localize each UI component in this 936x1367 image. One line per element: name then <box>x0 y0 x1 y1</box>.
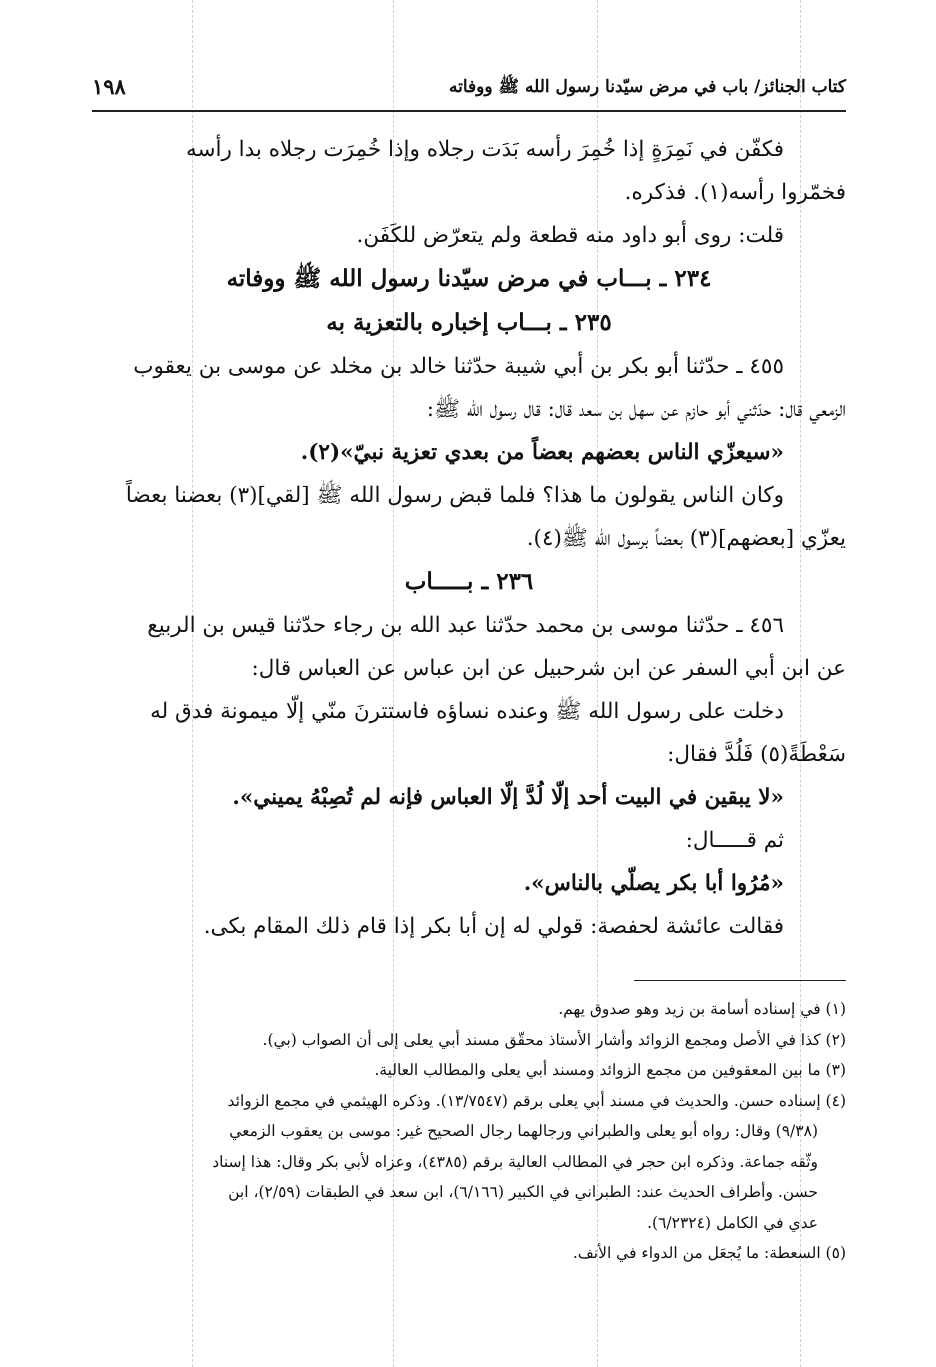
footnote-3: (٣) ما بين المعقوفين من مجمع الزوائد ومسند أبي يعلى والمطالب العالية. <box>374 1061 846 1079</box>
footnotes <box>92 994 846 1269</box>
hadith-455-quote: «سيعزّي الناس بعضهم بعضاً من بعدي تعزية نبيّ»(٢). <box>300 440 784 465</box>
chapter-heading-235: ٢٣٥ ـ بـــاب إخباره بالتعزية به <box>326 309 612 336</box>
hadith-456-quote: «لا يبقين في البيت أحد إلّا لُدَّ إلّا العباس فإنه لم تُصِبْهُ يميني». <box>232 785 784 810</box>
footnote-1: (١) في إسناده أسامة بن زيد وهو صدوق يهم. <box>558 1000 846 1018</box>
hadith-455-isnad: الزمعي قال: حدّثني أبو حازم عن سهل بن سعد قال: قال رسول الله ﷺ: <box>426 397 846 422</box>
text-line: وكان الناس يقولون ما هذا؟ فلما قبض رسول الله ﷺ [لقي](٣) بعضنا بعضاً <box>125 483 784 508</box>
page-number: ١٩٨ <box>92 74 126 99</box>
footnote-separator <box>634 980 846 981</box>
footnote-4: (٤) إسناده حسن. والحديث في مسند أبي يعلى برقم (١٣/٧٥٤٧). وذكره الهيثمي في مجمع الزوائد <box>227 1091 846 1110</box>
text-line: ثم قـــــال: <box>685 828 784 853</box>
footnote-4-cont: عدي في الكامل (٦/٢٣٢٤). <box>647 1213 818 1232</box>
text-line: دخلت على رسول الله ﷺ وعنده نساؤه فاستترنَ منّي إلّا ميمونة فدق له <box>150 699 784 724</box>
editor-note: قلت: روى أبو داود منه قطعة ولم يتعرّض للكَفَن. <box>356 223 784 248</box>
hadith-456-isnad: عن ابن أبي السفر عن ابن شرحبيل عن ابن عباس عن العباس قال: <box>251 656 846 681</box>
footnote-4-cont: (٩/٣٨) وقال: رواه أبو يعلى والطبراني ورجالهما رجال الصحيح غير: موسى بن يعقوب الزمعي <box>229 1122 818 1140</box>
running-title: كتاب الجنائز/ باب في مرض سيّدنا رسول الله ﷺ ووفاته <box>449 77 846 97</box>
footnote-4-cont: وثّقه جماعة. وذكره ابن حجر في المطالب العالية برقم (٤٣٨٥)، وعزاه لأبي بكر وقال: هذا إسناد <box>212 1152 818 1171</box>
chapter-heading-236: ٢٣٦ ـ بـــــاب <box>404 568 534 595</box>
main-text <box>92 128 846 948</box>
footnote-2: (٢) كذا في الأصل ومجمع الزوائد وأشار الأستاذ محقّق مسند أبي يعلى إلى أن الصواب (بي). <box>262 1030 846 1049</box>
text-line: يعزّي [بعضهم](٣) بعضاً برسول الله ﷺ(٤). <box>526 526 846 551</box>
footnote-5: (٥) السعطة: ما يُجعَل من الدواء في الأنف. <box>572 1244 846 1262</box>
text-line: فخمّروا رأسه(١). فذكره. <box>624 180 846 205</box>
hadith-456-quote: «مُرُوا أبا بكر يصلّي بالناس». <box>523 871 784 896</box>
text-line: سَعْطَةً(٥) فَلُدَّ فقال: <box>667 742 846 767</box>
text-line: فكفّن في نَمِرَةٍ إذا خُمِرَ رأسه بَدَت رجلاه وإذا خُمِرَت رجلاه بدا رأسه <box>185 137 784 162</box>
hadith-455-isnad: ٤٥٥ ـ حدّثنا أبو بكر بن أبي شيبة حدّثنا خالد بن مخلد عن موسى بن يعقوب <box>133 354 784 379</box>
hadith-456-isnad: ٤٥٦ ـ حدّثنا موسى بن محمد حدّثنا عبد الله بن رجاء حدّثنا قيس بن الربيع <box>147 613 784 638</box>
page-header <box>92 72 846 112</box>
footnote-4-cont: حسن. وأطراف الحديث عند: الطبراني في الكبير (٦/١٦٦)، ابن سعد في الطبقات (٢/٥٩)، ابن <box>228 1183 818 1201</box>
chapter-heading-234: ٢٣٤ ـ بـــاب في مرض سيّدنا رسول الله ﷺ ووفاته <box>226 265 712 292</box>
text-line: فقالت عائشة لحفصة: قولي له إن أبا بكر إذا قام ذلك المقام بكى. <box>203 914 784 939</box>
